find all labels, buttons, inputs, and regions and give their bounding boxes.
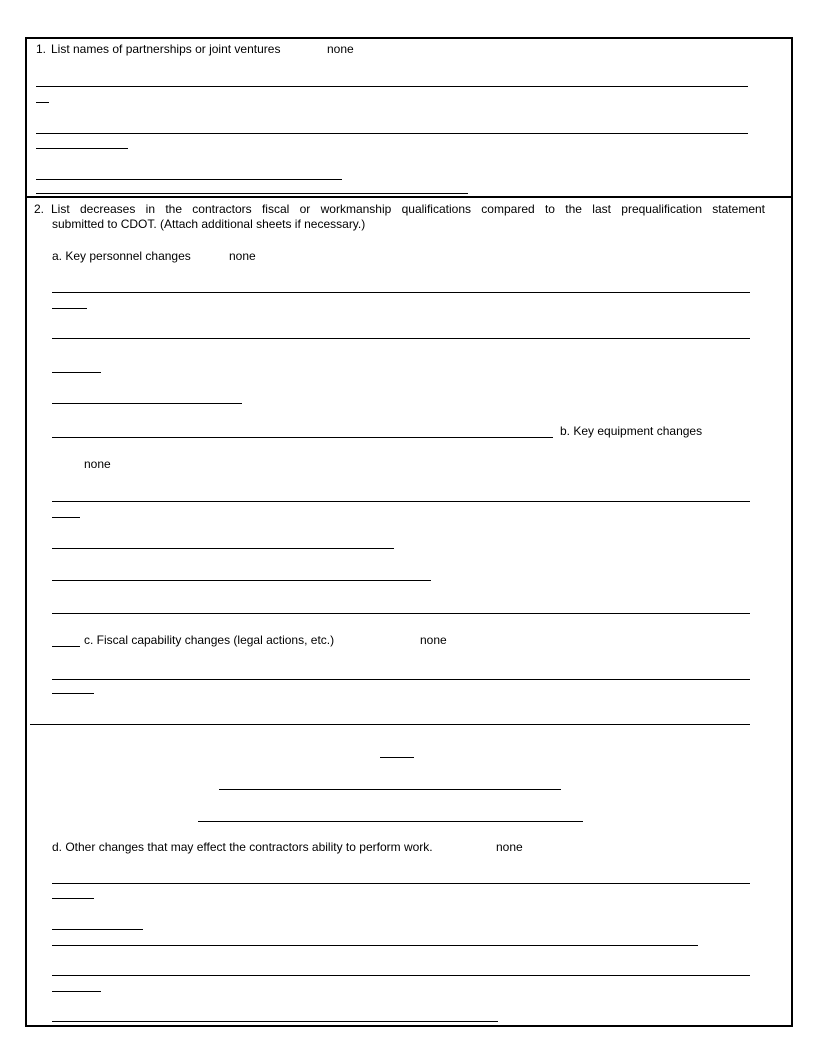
section-2-box <box>25 196 793 1027</box>
answer-line[interactable] <box>36 86 748 87</box>
other-changes-label: d. Other changes that may effect the contractors ability to perform work. <box>52 840 433 854</box>
section-1-box <box>25 37 793 198</box>
answer-line[interactable] <box>52 883 750 884</box>
answer-line[interactable] <box>52 945 698 946</box>
answer-line[interactable] <box>52 501 750 502</box>
answer-line[interactable] <box>52 338 750 339</box>
answer-line[interactable] <box>52 991 101 992</box>
key-personnel-answer[interactable]: none <box>229 249 256 263</box>
fiscal-capability-answer[interactable]: none <box>420 633 447 647</box>
answer-line[interactable] <box>36 179 342 180</box>
answer-line[interactable] <box>52 372 101 373</box>
answer-line[interactable] <box>36 193 468 194</box>
answer-line[interactable] <box>52 1021 498 1022</box>
answer-line[interactable] <box>36 133 748 134</box>
section-1-answer[interactable]: none <box>327 42 354 56</box>
answer-line[interactable] <box>198 821 583 822</box>
answer-line[interactable] <box>52 517 80 518</box>
answer-line[interactable] <box>52 403 242 404</box>
section-2-intro-line-1: List decreases in the contractors fiscal or workmanship qualifications compared to the last prequalification statement <box>51 202 765 216</box>
answer-line[interactable] <box>36 148 128 149</box>
answer-line[interactable] <box>52 898 94 899</box>
answer-line[interactable] <box>52 308 87 309</box>
answer-line[interactable] <box>52 975 750 976</box>
answer-line[interactable] <box>219 789 561 790</box>
fiscal-capability-label: c. Fiscal capability changes (legal actions, etc.) <box>84 633 335 647</box>
other-changes-answer[interactable]: none <box>496 840 523 854</box>
answer-line[interactable] <box>52 679 750 680</box>
answer-line[interactable] <box>52 437 553 438</box>
section-1-label: List names of partnerships or joint ventures <box>51 42 281 56</box>
key-personnel-label: a. Key personnel changes <box>52 249 191 263</box>
answer-line[interactable] <box>30 724 750 725</box>
answer-line[interactable] <box>380 757 414 758</box>
answer-line[interactable] <box>52 292 750 293</box>
section-2-number: 2. <box>34 202 45 216</box>
answer-line[interactable] <box>52 693 94 694</box>
key-equipment-answer[interactable]: none <box>84 457 111 471</box>
answer-line[interactable] <box>36 102 49 103</box>
key-equipment-label: b. Key equipment changes <box>560 424 703 438</box>
answer-line[interactable] <box>52 613 750 614</box>
answer-line[interactable] <box>52 580 431 581</box>
section-1-number: 1. <box>36 42 47 56</box>
answer-line[interactable] <box>52 646 80 647</box>
answer-line[interactable] <box>52 548 394 549</box>
answer-line[interactable] <box>52 929 143 930</box>
section-2-intro-line-2: submitted to CDOT. (Attach additional sheets if necessary.) <box>52 217 366 231</box>
